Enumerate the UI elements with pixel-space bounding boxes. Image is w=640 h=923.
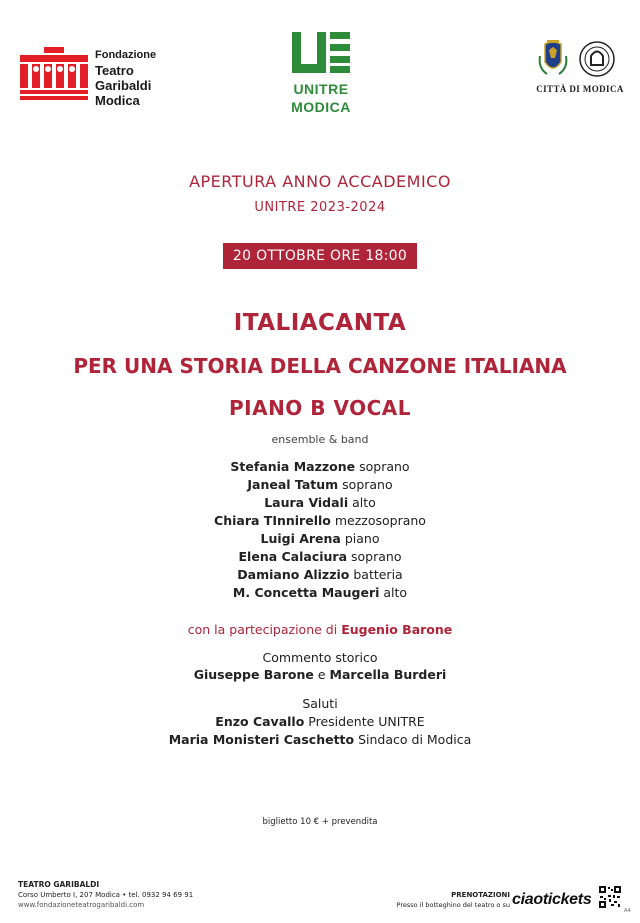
saluti-name: Enzo Cavallo bbox=[215, 714, 305, 729]
footer-address: Corso Umberto I, 207 Modica • tel. 0932 94 69 91 bbox=[18, 891, 194, 899]
teatro-line4: Modica bbox=[95, 93, 140, 108]
event-title: ITALIACANTA bbox=[233, 310, 407, 336]
ticket-price: biglietto 10 € + prevendita bbox=[262, 817, 378, 827]
partecipazione-line bbox=[0, 622, 640, 637]
performer-row bbox=[0, 566, 640, 584]
footer-venue-info bbox=[18, 880, 193, 910]
partecipazione-name: Eugenio Barone bbox=[341, 622, 453, 637]
saluti-row bbox=[0, 713, 640, 731]
group-name: PIANO B VOCAL bbox=[228, 396, 412, 420]
footer-venue: TEATRO GARIBALDI bbox=[18, 880, 100, 889]
performer-role: alto bbox=[352, 495, 376, 510]
unitre-logo bbox=[276, 30, 366, 125]
opening-heading: APERTURA ANNO ACCADEMICO bbox=[189, 172, 451, 191]
city-crests-icon bbox=[537, 40, 623, 82]
saluti-name: Maria Monisteri Caschetto bbox=[168, 732, 355, 747]
performer-name: M. Concetta Maugeri bbox=[232, 585, 380, 600]
saluti-heading: Saluti bbox=[302, 696, 338, 711]
unitre-mark-icon bbox=[288, 30, 354, 80]
ensemble-label: ensemble & band bbox=[271, 433, 369, 446]
ciaotickets-logo[interactable]: ciaotickets bbox=[512, 891, 592, 908]
saluti-row bbox=[0, 731, 640, 749]
partecipazione-prefix: con la partecipazione di bbox=[187, 622, 338, 637]
academic-year: UNITRE 2023-2024 bbox=[254, 200, 386, 215]
teatro-garibaldi-logo bbox=[20, 47, 170, 107]
teatro-building-icon bbox=[20, 47, 88, 102]
performer-row bbox=[0, 512, 640, 530]
performer-role: soprano bbox=[342, 477, 393, 492]
performer-name: Laura Vidali bbox=[264, 495, 349, 510]
unitre-line2: MODICA bbox=[291, 99, 351, 115]
citta-label: CITTÀ DI MODICA bbox=[536, 84, 624, 94]
footer-site[interactable]: www.fondazioneteatrogaribaldi.com bbox=[18, 901, 145, 909]
performer-row bbox=[0, 584, 640, 602]
performer-role: batteria bbox=[353, 567, 403, 582]
qr-code-icon[interactable] bbox=[599, 886, 621, 908]
saluti-list bbox=[0, 713, 640, 749]
performer-row bbox=[0, 476, 640, 494]
teatro-line1: Fondazione bbox=[95, 49, 157, 61]
performer-row bbox=[0, 548, 640, 566]
performer-row bbox=[0, 494, 640, 512]
performer-row bbox=[0, 458, 640, 476]
performer-name: Chiara TInnirello bbox=[214, 513, 331, 528]
performers-list bbox=[0, 458, 640, 602]
performer-role: soprano bbox=[359, 459, 410, 474]
citta-di-modica-logo bbox=[535, 40, 625, 100]
commento-name1: Giuseppe Barone bbox=[193, 667, 314, 682]
unitre-line1: UNITRE bbox=[293, 81, 349, 97]
footer-prenotazioni bbox=[395, 890, 510, 910]
performer-role: mezzosoprano bbox=[334, 513, 426, 528]
performer-name: Damiano Alizzio bbox=[237, 567, 350, 582]
performer-role: alto bbox=[383, 585, 408, 600]
commento-name2: Marcella Burderi bbox=[329, 667, 447, 682]
performer-name: Elena Calaciura bbox=[238, 549, 348, 564]
commento-heading: Commento storico bbox=[262, 650, 378, 665]
date-badge: 20 OTTOBRE ORE 18:00 bbox=[223, 243, 417, 269]
event-subtitle: PER UNA STORIA DELLA CANZONE ITALIANA bbox=[73, 354, 567, 378]
performer-name: Stefania Mazzone bbox=[230, 459, 356, 474]
performer-role: piano bbox=[344, 531, 380, 546]
teatro-line3: Garibaldi bbox=[95, 78, 152, 93]
performer-name: Janeal Tatum bbox=[247, 477, 339, 492]
saluti-role: Presidente UNITRE bbox=[308, 714, 425, 729]
prenotazioni-text: Presso il botteghino del teatro o su bbox=[396, 901, 510, 909]
performer-row bbox=[0, 530, 640, 548]
commento-names bbox=[0, 667, 640, 682]
performer-role: soprano bbox=[351, 549, 402, 564]
prenotazioni-label: PRENOTAZIONI bbox=[451, 891, 510, 899]
commento-conj: e bbox=[317, 667, 326, 682]
teatro-line2: Teatro bbox=[95, 63, 134, 78]
performer-name: Luigi Arena bbox=[260, 531, 341, 546]
page-mark: A4 bbox=[624, 908, 631, 914]
saluti-role: Sindaco di Modica bbox=[358, 732, 472, 747]
